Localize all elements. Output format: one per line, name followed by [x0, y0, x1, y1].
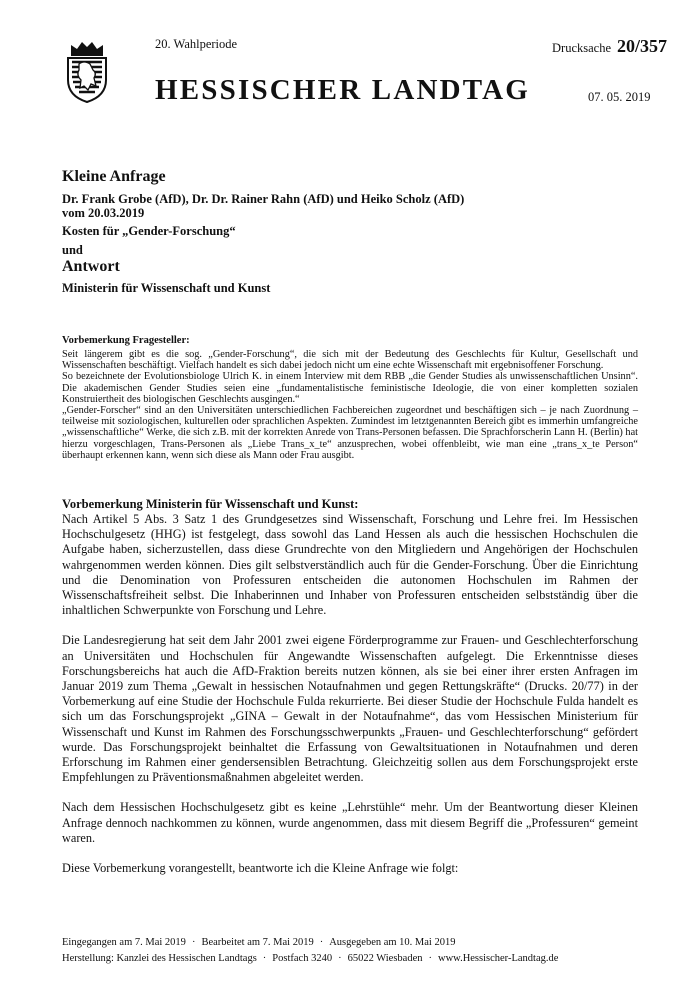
- footer-imprint: [62, 953, 558, 964]
- footer-separator: ·: [338, 953, 342, 964]
- document-date: 07. 05. 2019: [588, 90, 651, 104]
- minister-paragraph: Die Landesregierung hat seit dem Jahr 2001 zwei eigene Förderprogramme zur Frauen- und Geschlechterforschung an Universitäten und Hochschulen für Angewandte Wissenschaften aufgelegt. Die Erkenntnisse dieses Forschungsbereichs hat auch die AfD-Fraktion bereits nutzen können, als sie bei einer ihrer ersten Anfragen im Januar 2019 zum Thema „Gewalt in hessischen Notaufnahmen und gegen Rettungskräfte“ (Drucks. 20/77) in der Vorbemerkung auf eine Studie der Hochschule Fulda rekurrierte. Bei dieser Studie der Hochschule Fulda handelt es sich um das Forschungsprojekt „GINA – Gewalt in der Notaufnahme“, das vom Hessischen Ministerium für Wissenschaft und Kunst im Rahmen des Forschungsschwerpunkts „Frauen- und Geschlechterforschung“ gefördert wurde. Das Forschungsprojekt beinhaltet die Erfassung von Gewaltsituationen in Notaufnahmen und deren Erforschung im Rahmen einer gendersensiblen Betrachtung. Gleichzeitig sollen aus dem Forschungsprojekt erste Empfehlungen zu Präventionsmaßnahmen abgeleitet werden.: [62, 633, 638, 785]
- footer-separator: ·: [262, 953, 267, 964]
- inquiry-type: Kleine Anfrage: [62, 168, 166, 185]
- minister-paragraph: Nach dem Hessischen Hochschulgesetz gibt es keine „Lehrstühle“ mehr. Um der Beantwortung dieser Kleinen Anfrage dennoch nachkommen zu können, wurde angenommen, dass mit diesem Begriff die „Professuren“ gemeint waren.: [62, 800, 638, 845]
- legislative-period: 20. Wahlperiode: [155, 37, 238, 51]
- footer-received: Eingegangen am 7. Mai 2019: [62, 937, 186, 948]
- drucksache-number: 20/357: [617, 36, 668, 56]
- parliament-title: HESSISCHER LANDTAG: [155, 74, 531, 106]
- inquiry-date: vom 20.03.2019: [62, 206, 145, 220]
- footer-postbox: Postfach 3240: [272, 953, 333, 964]
- asker-preliminary-body: [62, 349, 638, 461]
- footer-producer: Herstellung: Kanzlei des Hessischen Landtags: [62, 953, 257, 964]
- hessen-coat-of-arms-icon: [62, 40, 112, 104]
- asker-paragraph: So bezeichnete der Evolutionsbiologe Ulrich K. in einem Interview mit dem RBB „die Gender Studies als unwissenschaftlichen Unsinn“. Die akademischen Gender Studies seien eine „fundamentalistische feministische Ideologie, die von einer kompletten sozialen Konstruiertheit des biologischen Geschlechts ausgingen.“: [62, 371, 638, 405]
- footer-website[interactable]: www.Hessischer-Landtag.de: [438, 953, 559, 964]
- drucksache: [552, 36, 667, 57]
- footer-dates: [62, 937, 455, 948]
- footer-issued: Ausgegeben am 10. Mai 2019: [329, 937, 456, 948]
- drucksache-label: Drucksache: [552, 41, 611, 55]
- inquiry-subject: Kosten für „Gender-Forschung“: [62, 224, 236, 238]
- footer-separator: ·: [191, 937, 196, 948]
- answer-heading: Antwort: [62, 258, 120, 275]
- footer-processed: Bearbeitet am 7. Mai 2019: [201, 937, 314, 948]
- asker-paragraph: „Gender-Forscher“ sind an den Universitäten unterschiedlichen Fachbereichen zugeordnet und beschäftigen sich – je nach Zuordnung – teilweise mit soziologischen, kulturellen oder sprachlichen Aspekten. Zumindest im letztgenannten Bereich gibt es immerhin umfangreiche „wissenschaftliche“ Werke, die sich z.B. mit der korrekten Anrede von Trans-Personen befassen. Die Sprachforscherin Lann H. (Berlin) hat hierzu vorgeschlagen, Trans-Personen als „Liebe Trans_x_te“ anzusprechen, wobei offenbleibt, wie man eine „trans_x_te Person“ überhaupt erkennen kann, wenn sich diese als Mann oder Frau ausgibt.: [62, 405, 638, 461]
- footer-city: 65022 Wiesbaden: [347, 953, 423, 964]
- footer-separator: ·: [428, 953, 432, 964]
- asker-preliminary-heading: Vorbemerkung Fragesteller:: [62, 335, 190, 346]
- answering-ministry: Ministerin für Wissenschaft und Kunst: [62, 281, 271, 295]
- inquiry-conjunction: und: [62, 243, 83, 257]
- asker-paragraph: Seit längerem gibt es die sog. „Gender-Forschung“, die sich mit der Bedeutung des Geschlechts für Kultur, Gesellschaft und Wissenschaften beschäftigt. Vielfach handelt es sich dabei jedoch nicht um eine echte Wissenschaft mit ergebnisoffener Forschung.: [62, 349, 638, 372]
- minister-paragraph: Diese Vorbemerkung vorangestellt, beantworte ich die Kleine Anfrage wie folgt:: [62, 861, 459, 876]
- minister-preliminary-body: [62, 512, 638, 891]
- inquiry-authors: Dr. Frank Grobe (AfD), Dr. Dr. Rainer Rahn (AfD) und Heiko Scholz (AfD): [62, 192, 465, 206]
- minister-preliminary-heading: Vorbemerkung Ministerin für Wissenschaft und Kunst:: [62, 497, 359, 511]
- minister-paragraph: Nach Artikel 5 Abs. 3 Satz 1 des Grundgesetzes sind Wissenschaft, Forschung und Lehre frei. Im Hessischen Hochschulgesetz (HHG) ist festgelegt, dass sowohl das Land Hessen als auch die hessischen Hochschulen die Aufgabe haben, sicherzustellen, dass diese Grundrechte von den Mitgliedern und Angehörigen der Hochschulen wahrgenommen werden können. Dies gilt selbstverständlich auch für die Gender-Forschung. Über die Einrichtung und die Denomination von Professuren entscheiden die autonomen Hochschulen im Rahmen der Wissenschaftsfreiheit selbst. Die Inhaberinnen und Inhaber von Professuren entscheiden selbstständig über die inhaltlichen Schwerpunkte von Forschung und Lehre.: [62, 512, 638, 618]
- footer-separator: ·: [319, 937, 324, 948]
